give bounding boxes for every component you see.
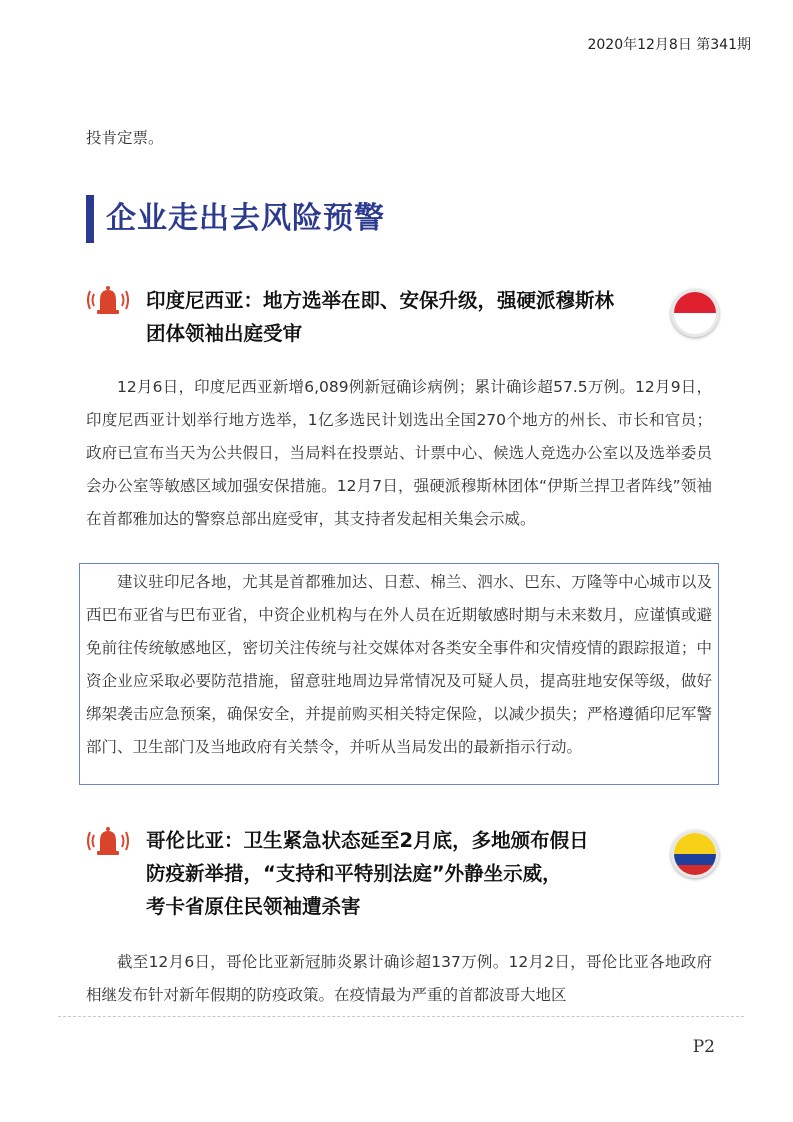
news-title-line: 印度尼西亚：地方选举在即、安保升级，强硬派穆斯林 (146, 289, 615, 312)
news-title-line: 哥伦比亚：卫生紧急状态延至2月底，多地颁布假日 (146, 829, 589, 852)
page-number: P2 (692, 1037, 715, 1057)
news-title-line: 团体领袖出庭受审 (146, 322, 303, 345)
issue-date: 2020年12月8日 第341期 (587, 37, 751, 53)
advice-text: 建议驻印尼各地，尤其是首都雅加达、日惹、棉兰、泗水、巴东、万隆等中心城市以及西巴布亚省与巴布亚省，中资企业机构与在外人员在近期敏感时期与未来数月，应谨慎或避免前往传统敏感地区，密切关注传统与社交媒体对各类安全事件和灾情疫情的跟踪报道；中资企业应采取必要防范措施，留意驻地周边异常情况及可疑人员，提高驻地安保等级，做好绑架袭击应急预案，确保安全，并提前购买相关特定保险，以减少损失；严格遵循印尼军警部门、卫生部门及当地政府有关禁令，并听从当局发出的最新指示行动。 (86, 573, 712, 756)
intro-tail-text: 投肯定票。 (86, 129, 164, 147)
news-title-indonesia (146, 284, 666, 350)
section-title: 企业走出去风险预警 (86, 195, 385, 243)
news-paragraph-indonesia: 12月6日，印度尼西亚新增6,089例新冠确诊病例；累计确诊超57.5万例。12月9日，印度尼西亚计划举行地方选举，1亿多选民计划选出全国270个地方的州长、市长和官员；政府已宣布当天为公共假日，当局料在投票站、计票中心、候选人竞选办公室以及选举委员会办公室等敏感区域加强安保措施。12月7日，强硬派穆斯林团体“伊斯兰捍卫者阵线”领袖在首都雅加达的警察总部出庭受审，其支持者发起相关集会示威。 (86, 378, 712, 528)
indonesia-flag-icon (671, 289, 719, 337)
news-title-line: 考卡省原住民领袖遭杀害 (146, 895, 361, 918)
alarm-bell-icon (84, 823, 132, 859)
news-title-line: 防疫新举措，“支持和平特别法庭”外静坐示威， (146, 862, 562, 885)
colombia-flag-icon (671, 830, 719, 878)
alarm-bell-icon (84, 282, 132, 318)
advice-box (79, 563, 719, 785)
footer-divider (58, 1016, 744, 1017)
news-paragraph-colombia: 截至12月6日，哥伦比亚新冠肺炎累计确诊超137万例。12月2日，哥伦比亚各地政府相继发布针对新年假期的防疫政策。在疫情最为严重的首都波哥大地区 (86, 953, 712, 1004)
news-title-colombia (146, 824, 666, 923)
